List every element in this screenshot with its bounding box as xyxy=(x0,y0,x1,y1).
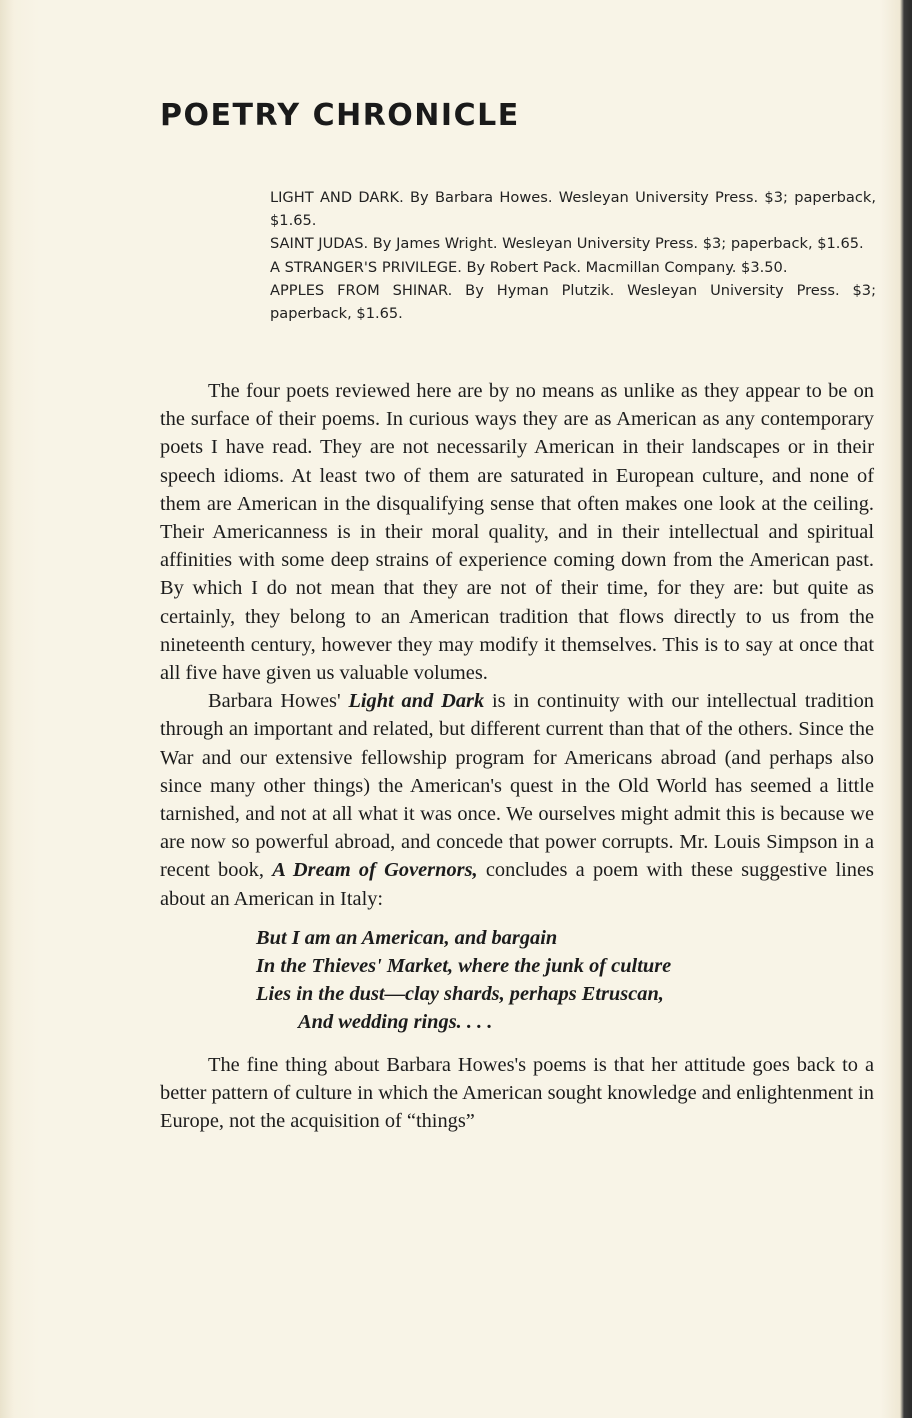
book-title-light-and-dark: Light and Dark xyxy=(348,690,485,713)
paragraph-2-text-b: is in continuity with our intellectual tradition through an important and related, but different current than that of the others. Since the War and our extensive fellowship program for Americans abroad (and perhaps also since many other things) the American's quest in the Old World has seemed a little tarnished, and not at all what it was once. We ourselves might admit this is because we are now so powerful abroad, and concede that power corrupts. Mr. Louis Simpson in a recent book, xyxy=(160,690,874,882)
verse-line: Lies in the dust—clay shards, perhaps Etruscan, xyxy=(256,983,664,1006)
paragraph-2-text-c: concludes a poem with these suggestive lines about an American in Italy: xyxy=(160,859,874,910)
verse-line: In the Thieves' Market, where the junk of culture xyxy=(256,955,672,978)
paragraph-1: The four poets reviewed here are by no means as unlike as they appear to be on the surface of their poems. In curious ways they are as American as any contemporary poets I have read. They are not necessarily American in their landscapes or in their speech idioms. At least two of them are saturated in European culture, and none of them are American in the disqualifying sense that often makes one look at the ceiling. Their Americanness is in their moral quality, and in their intellectual and spiritual affinities with some deep strains of experience coming down from the American past. By which I do not mean that they are not of their time, for they are: but quite as certainly, they belong to an American tradition that flows directly to us from the nineteenth century, however they may modify it themselves. This is to say at once that all five have given us valuable volumes. xyxy=(160,380,874,685)
paragraph-2 xyxy=(160,687,874,913)
book-entry: A STRANGER'S PRIVILEGE. By Robert Pack. Macmillan Company. $3.50. xyxy=(270,258,788,276)
verse-line: And wedding rings. . . . xyxy=(298,1011,493,1034)
book-title-dream-of-governors: A Dream of Governors, xyxy=(272,859,478,882)
page-title: POETRY CHRONICLE xyxy=(160,98,520,133)
paragraph-3: The fine thing about Barbara Howes's poems is that her attitude goes back to a better pattern of culture in which the American sought knowledge and enlightenment in Europe, not the acquisition of “things” xyxy=(160,1053,874,1133)
paragraph-2-text-a: Barbara Howes' xyxy=(208,690,349,713)
verse-line: But I am an American, and bargain xyxy=(256,926,558,949)
book-entry: LIGHT AND DARK. By Barbara Howes. Wesleyan University Press. $3; paperback, $1.65. xyxy=(270,189,876,230)
review-body xyxy=(160,377,874,1135)
verse-quotation xyxy=(256,924,874,1037)
books-reviewed-list xyxy=(270,186,876,325)
book-entry: APPLES FROM SHINAR. By Hyman Plutzik. Wesleyan University Press. $3; paperback, $1.65. xyxy=(270,281,876,323)
book-entry: SAINT JUDAS. By James Wright. Wesleyan University Press. $3; paperback, $1.65. xyxy=(270,235,864,253)
